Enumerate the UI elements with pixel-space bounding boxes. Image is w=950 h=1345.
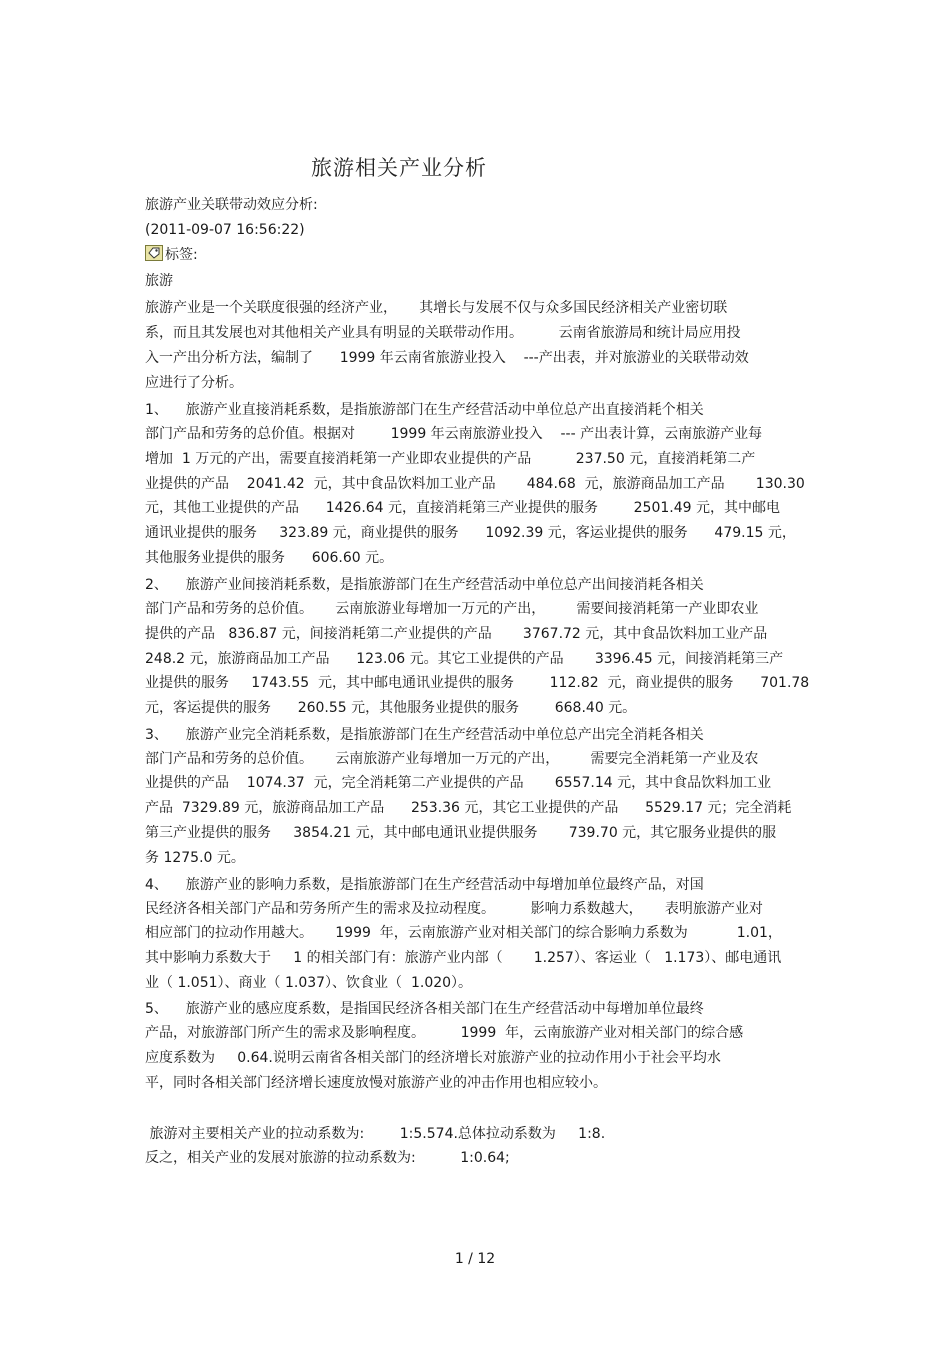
- intro-line: 系，而且其发展也对其他相关产业具有明显的关联带动作用。 云南省旅游局和统计局应用投: [145, 325, 741, 341]
- page-number: 1 / 12: [454, 1251, 496, 1267]
- subtitle: 旅游产业关联带动效应分析:: [145, 197, 318, 213]
- tag-icon: [145, 245, 163, 261]
- tag-value: 旅游: [145, 273, 173, 289]
- section2-line: 部门产品和劳务的总价值。 云南旅游业每增加一万元的产出， 需要间接消耗第一产业即农业: [145, 601, 759, 617]
- section1-line: 其他服务业提供的服务 606.60 元。: [145, 550, 394, 566]
- section2-line: 2、 旅游产业间接消耗系数，是指旅游部门在生产经营活动中单位总产出间接消耗各相关: [145, 577, 704, 593]
- intro-line: 入一产出分析方法，编制了 1999 年云南省旅游业投入 ---产出表，并对旅游业的关联带动效: [145, 350, 749, 366]
- section1-line: 1、 旅游产业直接消耗系数，是指旅游部门在生产经营活动中单位总产出直接消耗个相关: [145, 402, 704, 418]
- section4-line: 业（ 1.051）、商业（ 1.037）、饮食业（ 1.020）。: [145, 975, 473, 991]
- section4-line: 相应部门的拉动作用越大。 1999 年，云南旅游产业对相关部门的综合影响力系数为 1.01，: [145, 925, 782, 941]
- timestamp: (2011-09-07 16:56:22): [145, 222, 305, 238]
- section5-line: 应度系数为 0.64.说明云南省各相关部门的经济增长对旅游产业的拉动作用小于社会平均水: [145, 1050, 721, 1066]
- section5-line: 5、 旅游产业的感应度系数，是指国民经济各相关部门在生产经营活动中每增加单位最终: [145, 1001, 704, 1017]
- document-title: 旅游相关产业分析: [311, 156, 487, 180]
- section3-line: 第三产业提供的服务 3854.21 元，其中邮电通讯业提供服务 739.70 元，其它服务业提供的服: [145, 825, 777, 841]
- intro-line: 旅游产业是一个关联度很强的经济产业， 其增长与发展不仅与众多国民经济相关产业密切联: [145, 300, 728, 316]
- section3-line: 3、 旅游产业完全消耗系数，是指旅游部门在生产经营活动中单位总产出完全消耗各相关: [145, 727, 704, 743]
- section1-line: 业提供的产品 2041.42 元，其中食品饮料加工业产品 484.68 元，旅游商品加工产品 130.30: [145, 476, 805, 492]
- section3-line: 部门产品和劳务的总价值。 云南旅游产业每增加一万元的产出， 需要完全消耗第一产业及农: [145, 751, 759, 767]
- section3-line: 务 1275.0 元。: [145, 850, 245, 866]
- section1-line: 部门产品和劳务的总价值。根据对 1999 年云南旅游业投入 --- 产出表计算，云南旅游产业每: [145, 426, 763, 442]
- section3-line: 产品 7329.89 元，旅游商品加工产品 253.36 元，其它工业提供的产品 5529.17 元；完全消耗: [145, 800, 792, 816]
- section4-line: 民经济各相关部门产品和劳务所产生的需求及拉动程度。 影响力系数越大， 表明旅游产业对: [145, 901, 763, 917]
- section4-line: 4、 旅游产业的影响力系数，是指旅游部门在生产经营活动中每增加单位最终产品，对国: [145, 877, 704, 893]
- intro-line: 应进行了分析。: [145, 375, 243, 391]
- tag-label: 标签:: [165, 247, 198, 263]
- section3-line: 业提供的产品 1074.37 元，完全消耗第二产业提供的产品 6557.14 元，其中食品饮料加工业: [145, 775, 772, 791]
- section4-line: 其中影响力系数大于 1 的相关部门有：旅游产业内部（ 1.257）、客运业（ 1.173）、邮电通讯: [145, 950, 782, 966]
- section2-line: 元，客运提供的服务 260.55 元，其他服务业提供的服务 668.40 元。: [145, 700, 637, 716]
- section1-line: 元，其他工业提供的产品 1426.64 元，直接消耗第三产业提供的服务 2501.49 元，其中邮电: [145, 500, 780, 516]
- section2-line: 提供的产品 836.87 元，间接消耗第二产业提供的产品 3767.72 元，其中食品饮料加工业产品: [145, 626, 768, 642]
- section2-line: 业提供的服务 1743.55 元，其中邮电通讯业提供的服务 112.82 元，商业提供的服务 701.78: [145, 675, 810, 691]
- section1-line: 增加 1 万元的产出，需要直接消耗第一产业即农业提供的产品 237.50 元，直接消耗第二产: [145, 451, 756, 467]
- section2-line: 248.2 元，旅游商品加工产品 123.06 元。其它工业提供的产品 3396.45 元，间接消耗第三产: [145, 651, 784, 667]
- section5-line: 产品，对旅游部门所产生的需求及影响程度。 1999 年，云南旅游产业对相关部门的综合感: [145, 1025, 744, 1041]
- section1-line: 通讯业提供的服务 323.89 元，商业提供的服务 1092.39 元，客运业提供的服务 479.15 元，: [145, 525, 796, 541]
- summary-line: 旅游对主要相关产业的拉动系数为: 1:5.574.总体拉动系数为 1:8.: [145, 1126, 606, 1142]
- section5-line: 平，同时各相关部门经济增长速度放慢对旅游产业的冲击作用也相应较小。: [145, 1075, 607, 1091]
- summary-line: 反之，相关产业的发展对旅游的拉动系数为: 1:0.64;: [145, 1150, 510, 1166]
